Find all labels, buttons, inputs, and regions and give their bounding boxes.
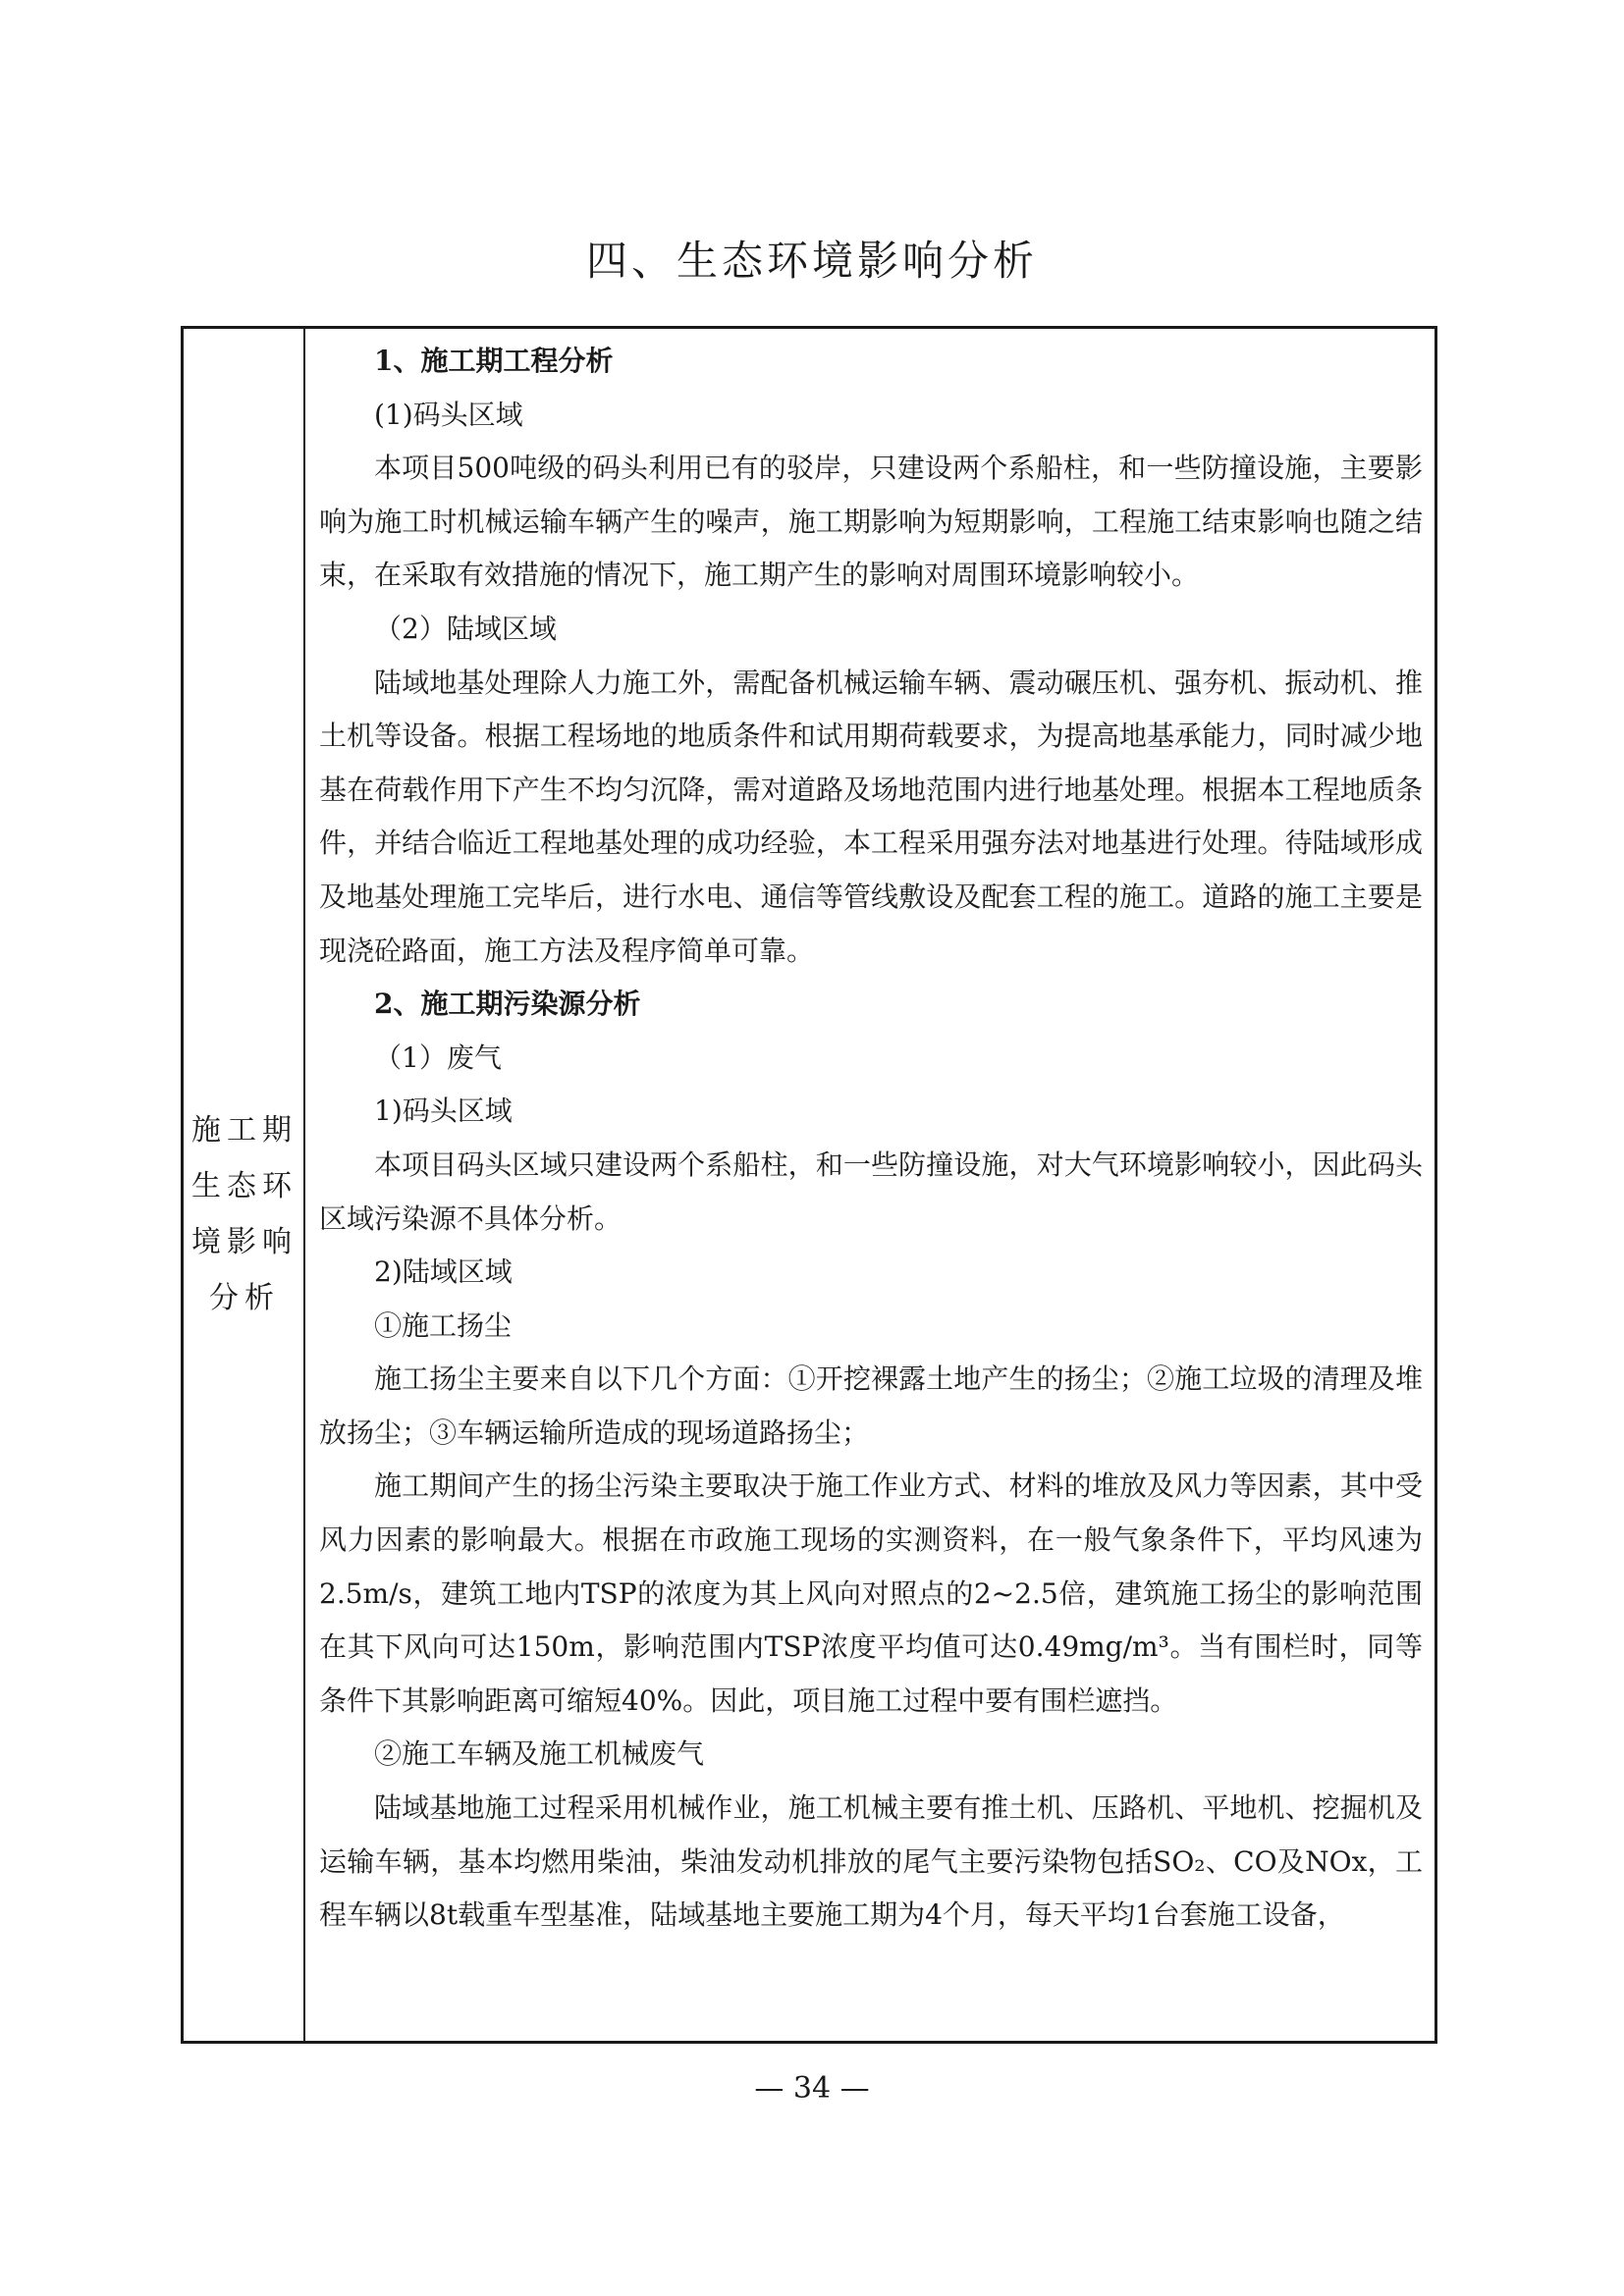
page-title: 四、生态环境影响分析: [585, 237, 1038, 285]
paragraph: 本项目500吨级的码头利用已有的驳岸，只建设两个系船柱，和一些防撞设施，主要影响为施工时机械运输车辆产生的噪声，施工期影响为短期影响，工程施工结束影响也随之结束，在采取有效措施的情况下，施工期产生的影响对周围环境影响较小。: [319, 452, 1423, 592]
row-label-cell: [184, 329, 305, 2041]
paragraph: 施工期间产生的扬尘污染主要取决于施工作业方式、材料的堆放及风力等因素，其中受风力因素的影响最大。根据在市政施工现场的实测资料，在一般气象条件下，平均风速为2.5m/s，建筑工地内TSP的浓度为其上风向对照点的2~2.5倍，建筑施工扬尘的影响范围在其下风向可达150m，影响范围内TSP浓度平均值可达0.49mg/m³。当有围栏时，同等条件下其影响距离可缩短40%。因此，项目施工过程中要有围栏遮挡。: [319, 1469, 1423, 1717]
section-heading: 2、施工期污染源分析: [374, 988, 641, 1021]
paragraph: 1)码头区域: [374, 1095, 513, 1128]
paragraph: 2)陆域区域: [374, 1255, 513, 1289]
paragraph: ①施工扬尘: [374, 1308, 513, 1342]
paragraph: 陆域基地施工过程采用机械作业，施工机械主要有推土机、压路机、平地机、挖掘机及运输车辆，基本均燃用柴油，柴油发动机排放的尾气主要污染物包括SO₂、CO及NOx，工程车辆以8t载重车型基准，陆域基地主要施工期为4个月，每天平均1台套施工设备，: [319, 1791, 1423, 1932]
content-cell: [307, 329, 1435, 2041]
paragraph: 施工扬尘主要来自以下几个方面：①开挖裸露土地产生的扬尘；②施工垃圾的清理及堆放扬尘；③车辆运输所造成的现场道路扬尘；: [319, 1362, 1423, 1449]
paragraph: 本项目码头区域只建设两个系船柱，和一些防撞设施，对大气环境影响较小，因此码头区域污染源不具体分析。: [319, 1148, 1423, 1235]
page-number: — 34 —: [754, 2071, 870, 2106]
paragraph: （1）废气: [374, 1041, 502, 1074]
paragraph: ②施工车辆及施工机械废气: [374, 1737, 705, 1771]
paragraph: 陆域地基处理除人力施工外，需配备机械运输车辆、震动碾压机、强夯机、振动机、推土机等设备。根据工程场地的地质条件和试用期荷载要求，为提高地基承能力，同时减少地基在荷载作用下产生不均匀沉降，需对道路及场地范围内进行地基处理。根据本工程地质条件，并结合临近工程地基处理的成功经验，本工程采用强夯法对地基进行处理。待陆域形成及地基处理施工完毕后，进行水电、通信等管线敷设及配套工程的施工。道路的施工主要是现浇砼路面，施工方法及程序简单可靠。: [319, 666, 1423, 967]
content-table: [181, 326, 1437, 2044]
paragraph: （2）陆域区域: [374, 612, 557, 645]
section-heading: 1、施工期工程分析: [374, 345, 614, 377]
row-label: 施工期生态环境影响分析: [191, 1113, 298, 1315]
paragraph: (1)码头区域: [374, 398, 523, 431]
